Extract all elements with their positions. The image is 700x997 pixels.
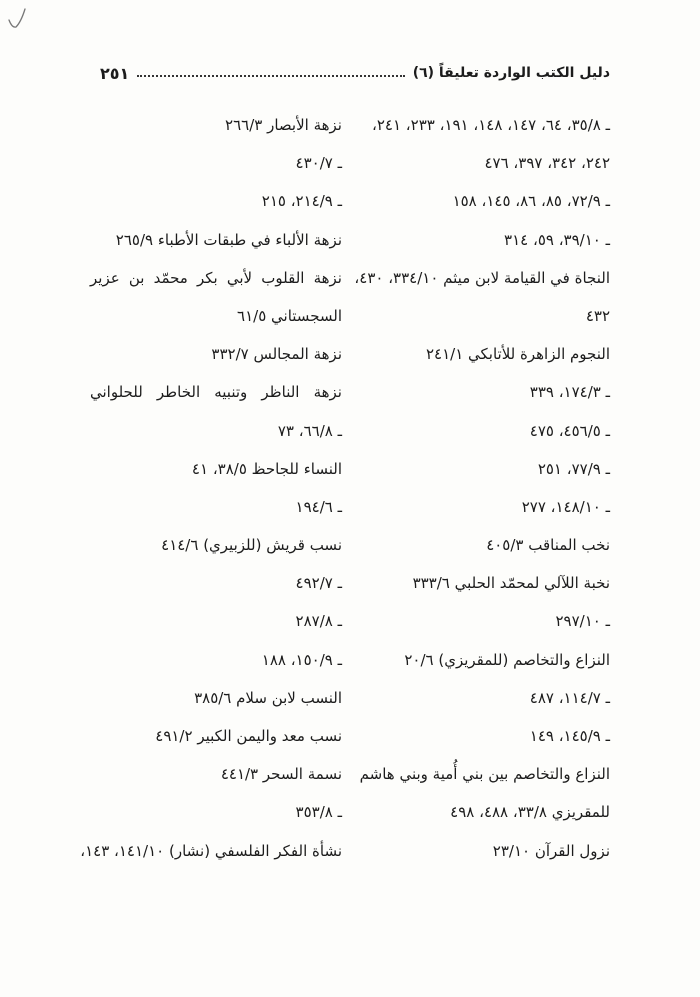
index-line: ـ ٧٧/٩، ٢٥١ (537, 459, 610, 478)
index-line: نسب قريش (للزبيري) ٤١٤/٦ (161, 536, 342, 555)
index-line: ـ ٢٨٧/٨ (295, 612, 342, 631)
index-line: النساء للجاحظ ٣٨/٥، ٤١ (191, 459, 342, 478)
index-line: ـ ٣٥٣/٨ (295, 803, 342, 822)
index-line: ـ ٤٣٠/٧ (295, 154, 342, 173)
index-line: النجوم الزاهرة للأتابكي ٢٤١/١ (425, 345, 610, 364)
index-line: ٤٣٢ (585, 306, 610, 325)
index-line: النجاة في القيامة لابن ميثم ٣٣٤/١٠، ٤٣٠، (354, 268, 610, 287)
header-dot-leader (137, 69, 404, 77)
index-line: النزاع والتخاصم (للمقريزي) ٢٠/٦ (404, 650, 610, 669)
index-line: ـ ١١٤/٧، ٤٨٧ (529, 688, 610, 707)
index-line: للمقريزي ٣٣/٨، ٤٨٨، ٤٩٨ (450, 803, 610, 822)
right-index-column (354, 106, 610, 870)
index-line: نزهة القلوب لأبي بكر محمّد بن عزير (90, 268, 342, 287)
index-line: ـ ٣٥/٨، ٦٤، ١٤٧، ١٤٨، ١٩١، ٢٣٣، ٢٤١، (372, 116, 610, 134)
index-line: نزهة الناظر وتنبيه الخاطر للحلواني (90, 383, 342, 402)
index-line: ـ ١٩٤/٦ (295, 497, 342, 516)
index-line: نزهة المجالس ٣٣٢/٧ (211, 345, 342, 364)
index-line: نزهة الأبصار ٢٦٦/٣ (225, 116, 342, 134)
page-number: ٢٥١ (100, 63, 130, 83)
index-line: ـ ١٤٨/١٠، ٢٧٧ (521, 497, 610, 516)
index-line: ـ ٣٩/١٠، ٥٩، ٣١٤ (504, 230, 610, 249)
index-line: نخب المناقب ٤٠٥/٣ (486, 536, 610, 555)
index-line: نزهة الألباء في طبقات الأطباء ٢٦٥/٩ (115, 230, 342, 249)
index-line: نسمة السحر ٤٤١/٣ (220, 765, 342, 784)
index-line: النزاع والتخاصم بين بني أُمية وبني هاشم (359, 765, 610, 784)
index-line: ـ ٤٥٦/٥، ٤٧٥ (529, 421, 610, 440)
index-line: ـ ١٧٤/٣، ٣٣٩ (529, 383, 610, 402)
index-line: ـ ٤٩٢/٧ (295, 574, 342, 593)
index-line: ٢٤٢، ٣٤٢، ٣٩٧، ٤٧٦ (484, 154, 610, 173)
index-line: ـ ٢٩٧/١٠ (555, 612, 610, 631)
index-line: ـ ١٤٥/٩، ١٤٩ (529, 727, 610, 745)
left-index-column (80, 106, 342, 870)
index-line: السجستاني ٦١/٥ (237, 306, 342, 325)
index-line: نخبة اللآلي لمحمّد الحلبي ٣٣٣/٦ (412, 574, 610, 593)
index-line: نشأة الفكر الفلسفي (نشار) ١٤١/١٠، ١٤٣، (80, 841, 342, 860)
index-line: ـ ٢١٤/٩، ٢١٥ (261, 192, 342, 211)
index-line: نسب معد واليمن الكبير ٤٩١/٢ (155, 727, 342, 745)
pencil-check-mark-icon (6, 6, 28, 32)
index-line: ـ ٦٦/٨، ٧٣ (277, 421, 342, 440)
header-title: دليل الكتب الواردة تعليقاً (٦) (412, 65, 610, 81)
index-line: النسب لابن سلام ٣٨٥/٦ (194, 688, 342, 707)
index-line: ـ ٧٢/٩، ٨٥، ٨٦، ١٤٥، ١٥٨ (452, 192, 610, 211)
running-header (100, 60, 610, 86)
index-line: ـ ١٥٠/٩، ١٨٨ (261, 650, 342, 669)
index-line: نزول القرآن ٢٣/١٠ (492, 841, 610, 860)
